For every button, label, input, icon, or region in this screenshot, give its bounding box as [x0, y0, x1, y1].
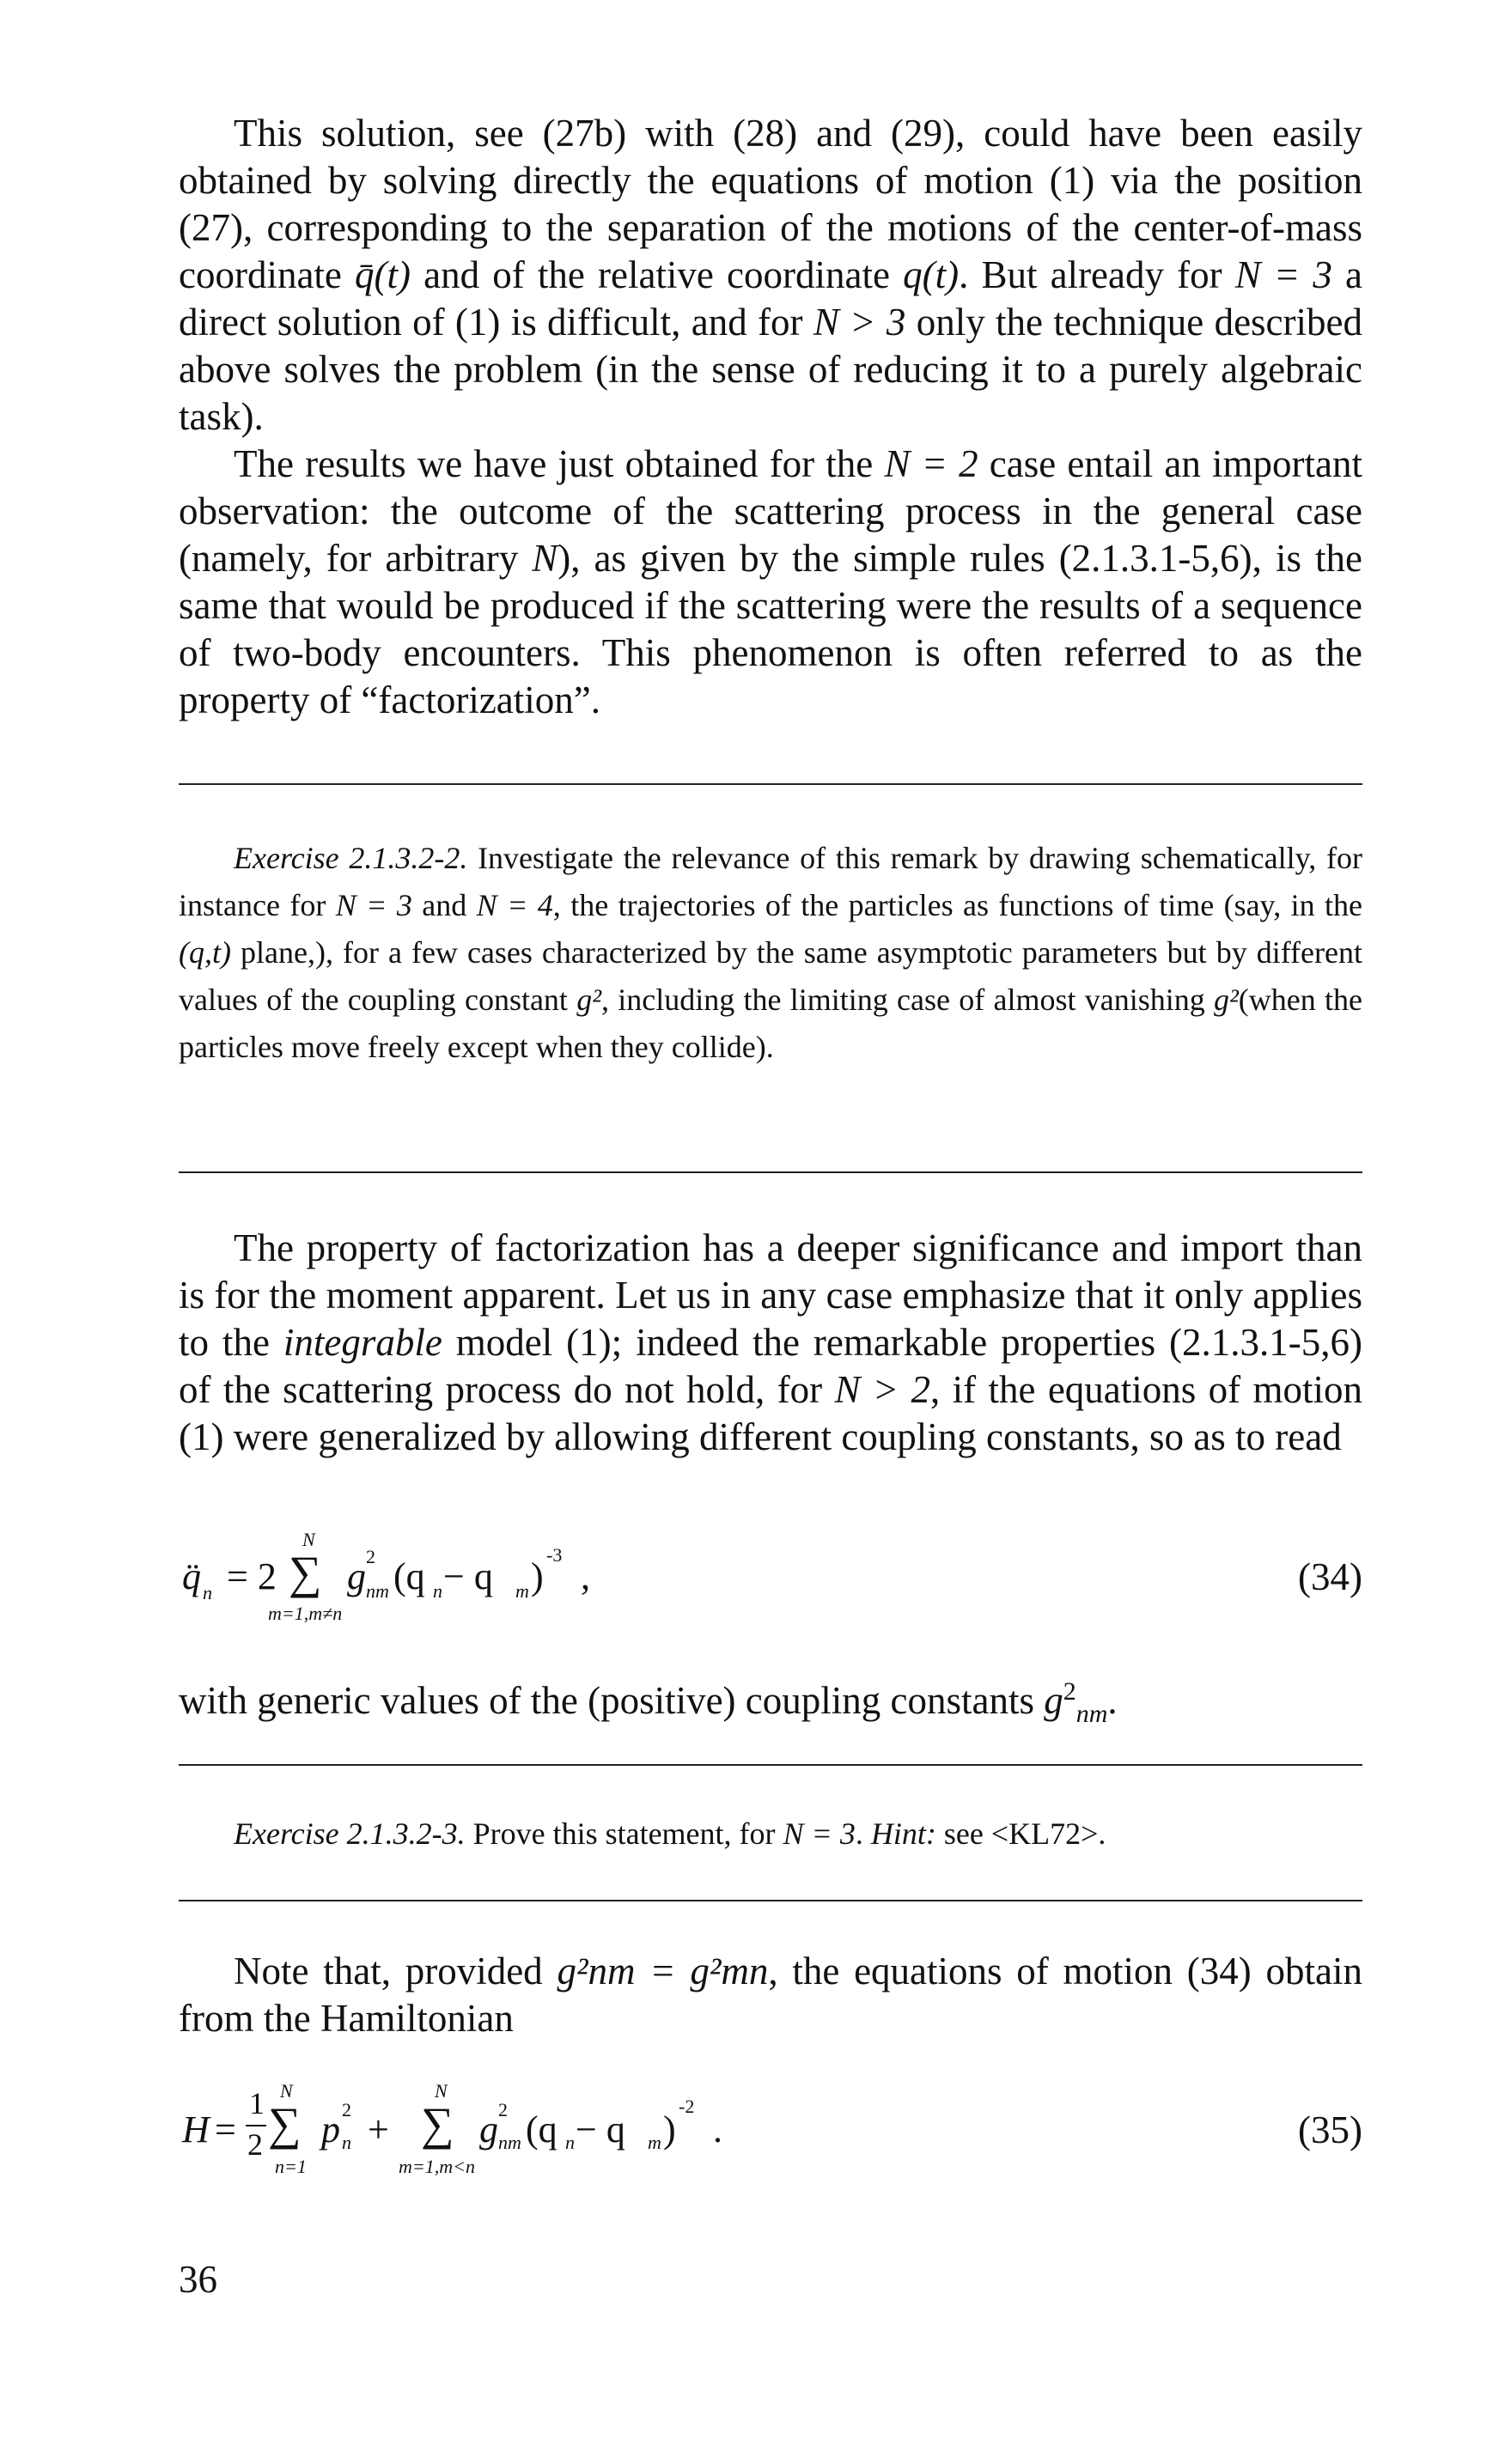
ex1-text-1: Investigate the relevance of this remark by drawing schematically, for instance for	[179, 841, 1363, 922]
eq35-sum1-lower: n=1	[275, 2156, 307, 2177]
p3-text-2: model (1); indeed the remarkable properties (2.1.3.1-5,6) of the scattering process do not hold, for	[179, 1321, 1363, 1411]
ex1-g2-b: g²	[1214, 983, 1239, 1017]
p3-text-3: , if the equations of motion (1) were generalized by allowing different coupling constants, so as to read	[179, 1368, 1363, 1458]
eq35-period: .	[713, 2108, 722, 2151]
eq35-close-paren: )	[663, 2108, 676, 2151]
p1-text-4: a direct solution of (1) is difficult, and for	[179, 253, 1362, 344]
p2-text-3: ), as given by the simple rules (2.1.3.1-5,6), is the same that would be produced if the scattering were the results of a sequence of two-body encounters. This phenomenon is often referred to as the property of “factorization”.	[179, 537, 1362, 721]
n-equals-2: N = 2	[884, 442, 978, 485]
p1-text-5: only the technique described above solves the problem (in the sense of reducing it to a purely algebraic task).	[179, 301, 1362, 438]
eq35-p-sub: n	[342, 2132, 351, 2153]
eq35-half-numerator: 1	[249, 2086, 265, 2120]
exercise-label: Exercise 2.1.3.2-2.	[234, 841, 468, 875]
eq35-g: g	[479, 2108, 498, 2151]
divider-3	[179, 1764, 1362, 1766]
p1-text-3: . But already for	[959, 253, 1235, 296]
eq34-qm-sub: m	[515, 1580, 529, 1602]
eq35-minus-q: − q	[576, 2108, 625, 2151]
eq35-qn-sub: n	[565, 2132, 575, 2153]
eq34-g-sup: 2	[366, 1546, 375, 1567]
eq35-paren-q: (q	[526, 2108, 558, 2151]
exercise2-label: Exercise 2.1.3.2-3.	[234, 1816, 466, 1851]
qbar-symbol: q̄(t)	[355, 253, 411, 296]
exercise-2-1-3-2-2	[179, 835, 1362, 1071]
paragraph-1	[179, 110, 1362, 441]
eq35-sum2-upper: N	[435, 2080, 448, 2102]
eq35-plus: +	[368, 2108, 389, 2151]
p4-g-sup: 2	[1063, 1677, 1076, 1706]
ex1-text-2: and	[411, 888, 477, 922]
ex1-g2-a: g²	[576, 983, 601, 1017]
eq35-g-sub: nm	[498, 2132, 521, 2153]
q-symbol: q(t)	[903, 253, 960, 296]
p5-condition: g²nm = g²mn	[557, 1950, 769, 1992]
equation-number-34: (34)	[1298, 1555, 1362, 1598]
divider-1	[179, 783, 1362, 785]
eq34-minus-q: − q	[443, 1555, 493, 1597]
eq34-g: g	[347, 1555, 366, 1597]
eq35-p-sup: 2	[342, 2099, 351, 2120]
p1-text-1: This solution, see (27b) with (28) and (29), could have been easily obtained by solving directly the equations of motion (1) via the position (27), corresponding to the separation of the motions of the center-of-mass coordinate	[179, 112, 1362, 296]
ex1-n4: N = 4	[476, 888, 553, 922]
eq35-sigma-2: ∑	[421, 2098, 454, 2150]
p4-end: .	[1107, 1679, 1118, 1722]
p5-text-2: , the equations of motion (34) obtain from the Hamiltonian	[179, 1950, 1363, 2040]
eq34-exponent: -3	[546, 1544, 563, 1566]
eq35-half-denominator: 2	[247, 2127, 263, 2162]
ex2-n3: N = 3	[783, 1816, 856, 1851]
equation-35	[179, 2078, 1362, 2190]
n-greater-2: N > 2	[834, 1368, 931, 1411]
divider-2	[179, 1171, 1362, 1173]
eq35-equals: =	[215, 2108, 236, 2151]
eq34-qn-sub: n	[433, 1580, 442, 1602]
ex1-n3: N = 3	[335, 888, 412, 922]
paragraph-5	[179, 1948, 1362, 2042]
p2-text-1: The results we have just obtained for the	[234, 442, 885, 485]
eq35-H: H	[182, 2108, 210, 2151]
equation-number-35: (35)	[1298, 2108, 1362, 2151]
eq34-close-paren: )	[531, 1555, 544, 1597]
n-symbol: N	[532, 537, 558, 580]
paragraph-4	[179, 1668, 1362, 1737]
n-greater-3: N > 3	[813, 301, 906, 344]
paragraph-2	[179, 441, 1362, 724]
ex1-qt-plane: (q,t)	[179, 935, 231, 970]
eq34-lhs: q̈	[182, 1555, 201, 1597]
ex2-text-3: see <KL72>.	[935, 1816, 1106, 1851]
ex1-text-4: plane,), for a few cases characterized by the same asymptotic parameters but by different values of the coupling constant	[179, 935, 1362, 1017]
ex1-text-5: , including the limiting case of almost vanishing	[601, 983, 1214, 1017]
eq34-g-sub: nm	[366, 1580, 389, 1602]
eq35-g-sup: 2	[498, 2099, 508, 2120]
page-number: 36	[179, 2258, 217, 2301]
eq34-paren-q: (q	[393, 1555, 425, 1597]
eq34-lhs-sub: n	[203, 1582, 212, 1603]
ex2-text-2: .	[855, 1816, 871, 1851]
integrable-emphasis: integrable	[283, 1321, 442, 1364]
n-equals-3: N = 3	[1234, 253, 1332, 296]
exercise-2-1-3-2-3	[179, 1810, 1362, 1858]
equation-34	[179, 1529, 1362, 1632]
p2-text-2: case entail an important observation: the outcome of the scattering process in the general case (namely, for arbitrary	[179, 442, 1363, 580]
eq35-qm-sub: m	[648, 2132, 661, 2153]
ex2-text-1: Prove this statement, for	[465, 1816, 783, 1851]
eq34-comma: ,	[581, 1555, 590, 1597]
paragraph-3	[179, 1225, 1362, 1461]
eq34-sum-lower: m=1,m≠n	[268, 1603, 343, 1624]
divider-4	[179, 1900, 1362, 1901]
p1-text-2: and of the relative coordinate	[411, 253, 904, 296]
eq35-exponent: -2	[679, 2096, 695, 2117]
p4-text: with generic values of the (positive) coupling constants	[179, 1679, 1045, 1722]
eq34-sigma: ∑	[289, 1547, 322, 1598]
p4-g-sub: nm	[1075, 1700, 1108, 1728]
ex1-text-6: (when the particles move freely except when they collide).	[179, 983, 1363, 1064]
p4-g: g	[1044, 1679, 1063, 1722]
ex2-hint: Hint:	[870, 1816, 936, 1851]
eq34-equals: = 2	[227, 1555, 277, 1597]
ex1-text-3: , the trajectories of the particles as functions of time (say, in the	[552, 888, 1363, 922]
p3-text-1: The property of factorization has a deeper significance and import than is for the moment apparent. Let us in any case emphasize that it only applies to the	[179, 1226, 1362, 1364]
eq35-sum2-lower: m=1,m<n	[399, 2156, 475, 2177]
p5-text-1: Note that, provided	[234, 1950, 558, 1992]
eq34-sum-upper: N	[302, 1529, 315, 1550]
eq35-p: p	[321, 2108, 340, 2151]
eq35-sum1-upper: N	[280, 2080, 293, 2102]
eq35-sigma-1: ∑	[268, 2098, 302, 2150]
